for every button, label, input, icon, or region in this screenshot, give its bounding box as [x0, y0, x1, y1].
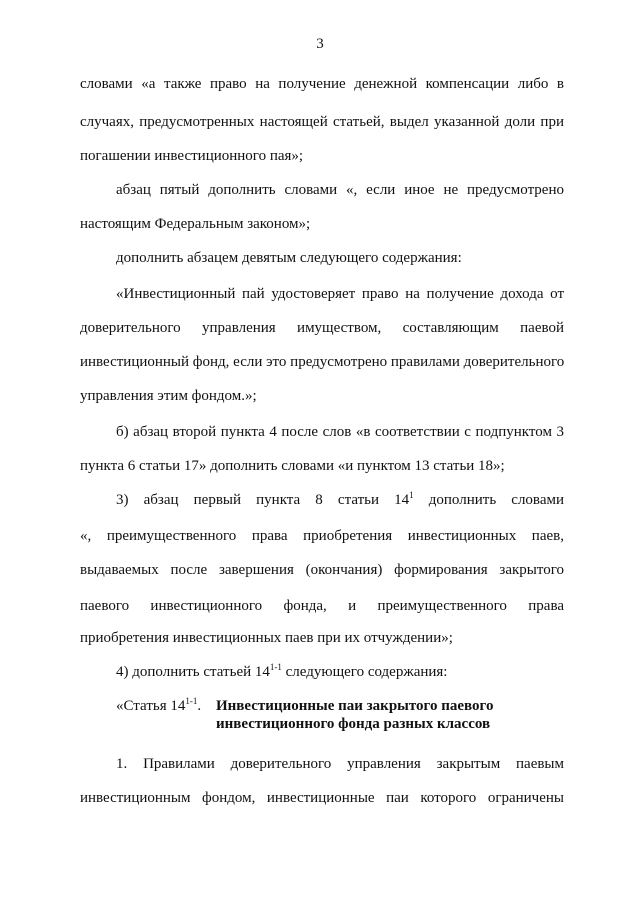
text-line: словами «а также право на получение денежной компенсации либо в — [80, 76, 564, 92]
text-line: настоящим Федеральным законом»; — [80, 216, 311, 232]
article-title-line: Инвестиционные паи закрытого паевого — [216, 698, 494, 714]
superscript: 1-1 — [269, 662, 282, 672]
text-line — [116, 663, 564, 681]
text-line: приобретения инвестиционных паев при их отчуждении»; — [80, 630, 453, 646]
text-line: абзац пятый дополнить словами «, если иное не предусмотрено — [116, 182, 564, 198]
text-line: инвестиционный фонд, если это предусмотрено правилами доверительного — [80, 354, 565, 370]
text-line — [116, 491, 564, 509]
article-title-line: инвестиционного фонда разных классов — [216, 716, 491, 732]
superscript: 1 — [409, 490, 414, 500]
article-label — [116, 697, 201, 715]
line-segment: дополнить словами — [428, 492, 564, 508]
article-title — [216, 697, 493, 733]
text-line: инвестиционным фондом, инвестиционные паи которого ограничены — [80, 790, 564, 806]
page-number: 3 — [316, 36, 324, 52]
text-line: б) абзац второй пункта 4 после слов «в соответствии с подпунктом 3 — [116, 424, 564, 440]
superscript: 1-1 — [185, 696, 198, 706]
text-line: доверительного управления имуществом, составляющим паевой — [80, 320, 564, 336]
text-line: дополнить абзацем девятым следующего содержания: — [116, 250, 462, 266]
text-line: «Инвестиционный пай удостоверяет право на получение дохода от — [116, 286, 564, 302]
line-segment: 4) дополнить статьей 14 — [116, 664, 270, 680]
text-line: паевого инвестиционного фонда, и преимущественного права — [80, 598, 564, 614]
text-line: 1. Правилами доверительного управления закрытым паевым — [116, 756, 564, 772]
label-text: «Статья 14 — [116, 698, 186, 714]
text-line: управления этим фондом.»; — [80, 388, 257, 404]
text-line: «, преимущественного права приобретения инвестиционных паев, — [80, 528, 564, 544]
text-line: пункта 6 статьи 17» дополнить словами «и пунктом 13 статьи 18»; — [80, 458, 505, 474]
text-line: случаях, предусмотренных настоящей статьей, выдел указанной доли при — [80, 114, 564, 130]
label-text: . — [197, 698, 202, 714]
text-line: погашении инвестиционного пая»; — [80, 148, 304, 164]
line-segment: 3) абзац первый пункта 8 статьи 14 — [116, 492, 410, 508]
line-segment: следующего содержания: — [281, 664, 448, 680]
text-line: выдаваемых после завершения (окончания) формирования закрытого — [80, 562, 564, 578]
